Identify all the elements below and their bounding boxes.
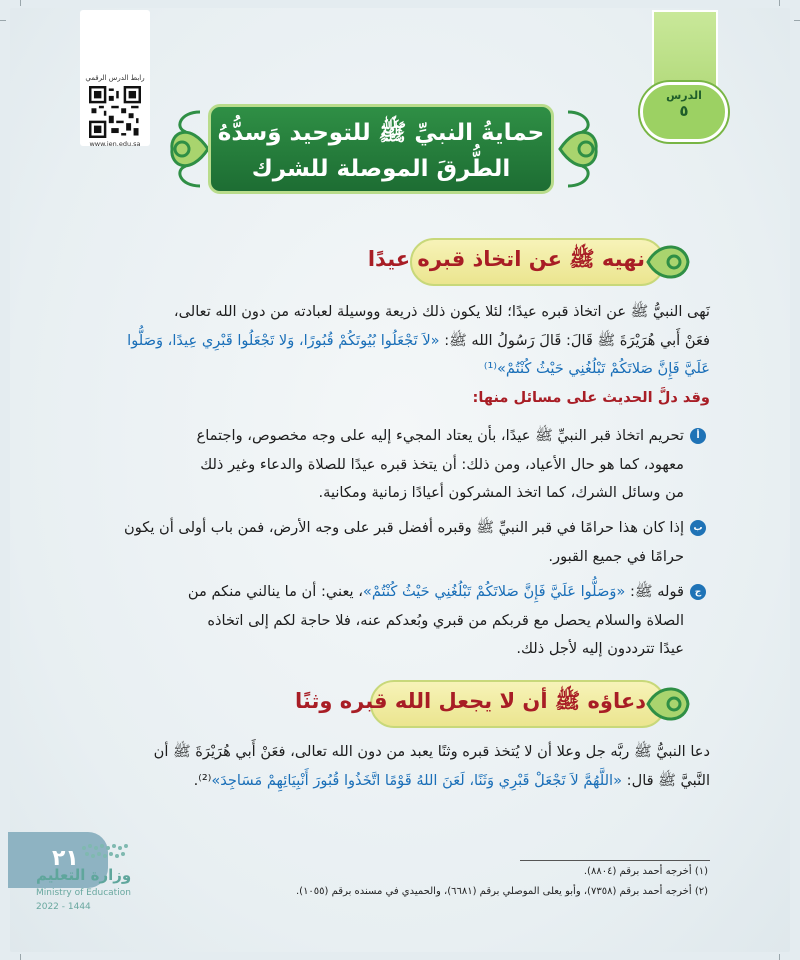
lesson-badge <box>640 82 728 142</box>
qr-panel[interactable] <box>80 10 150 146</box>
hadith-quote: «اللَّهُمَّ لاَ تَجْعَلْ قَبْرِي وَثَنًا، لَعَنَ اللهُ قَوْمًا اتَّخَذُوا قُبُورَ أَنْبِيَائِهِمْ مَسَاجِدَ» <box>211 771 623 789</box>
point-marker-b: ب <box>690 520 706 536</box>
point-text: قوله ﷺ: <box>625 583 684 600</box>
crop-mark <box>20 0 21 6</box>
point-line: معهود، كما هو حال الأعياد، ومن ذلك: أن يتخذ قبره عيدًا للصلاة والدعاء وغير ذلك <box>200 455 684 473</box>
section-ornament-icon <box>640 234 696 290</box>
title-line-2: الطُّرقَ الموصلة للشرك <box>251 156 511 182</box>
paragraph-line <box>100 767 710 796</box>
lesson-title-banner <box>208 104 554 194</box>
point-line: إذا كان هذا حرامًا في قبر النبيِّ ﷺ وقبره أفضل قبر على وجه الأرض، فمن باب أولى أن يكون <box>124 519 684 536</box>
paragraph-line <box>100 355 710 384</box>
section-2-paragraph <box>100 738 710 795</box>
section-ornament-icon <box>640 676 696 732</box>
point-text: ، يعني: أن ما ينالني منكم من <box>187 583 363 600</box>
footnote-divider <box>520 860 710 861</box>
point-line: الصلاة والسلام يحصل مع قربكم من قبري وبُعدكم عنه، فلا حاجة لكم إلى اتخاذه <box>207 611 684 629</box>
point-line: عيدًا تترددون إليه لأجل ذلك. <box>516 640 684 657</box>
point-marker-a: أ <box>690 428 706 444</box>
paragraph-line: دعا النبيُّ ﷺ ربَّه جل وعلا أن لا يُتخذ قبره وثنًا يعبد من دون الله تعالى، فعَنْ أَبي هُرَيْرَةَ ﷺ أن <box>153 743 710 760</box>
point-line: من وسائل الشرك، كما اتخذ المشركون أعيادًا زمانية ومكانية. <box>318 484 684 501</box>
paragraph-text: فعَنْ أَبي هُرَيْرَةَ ﷺ قَالَ: قَالَ رَسُولُ الله ﷺ: <box>439 331 710 349</box>
page-number: ٢١ <box>52 846 79 871</box>
section-1-title: نهيه ﷺ عن اتخاذ قبره عيدًا <box>367 247 645 271</box>
ministry-name-ar: وزارة التعليم <box>36 866 132 884</box>
footnote-1: (١) أخرجه أحمد برقم (٨٨٠٤). <box>583 866 708 877</box>
point-a <box>100 422 684 508</box>
hadith-quote: «وَصَلُّوا عَلَيَّ فَإِنَّ صَلاتَكُمْ تَبْلُغُنِي حَيْثُ كُنْتُمْ» <box>362 583 626 600</box>
paragraph-line <box>100 327 710 356</box>
section-2-header <box>295 680 666 728</box>
footnote-2: (٢) أخرجه أحمد برقم (٧٣٥٨)، وأبو يعلى الموصلي برقم (٦٦٨١)، والحميدي في مسنده برقم (١٠٥٥). <box>295 886 708 897</box>
qr-code-icon[interactable] <box>89 86 141 138</box>
paragraph-text: النَّبيَّ ﷺ قال: <box>622 771 710 789</box>
crop-mark <box>779 954 780 960</box>
paragraph-text: نَهى النبيُّ ﷺ عن اتخاذ قبره عيدًا؛ لئلا يكون ذلك ذريعة ووسيلة لعبادته من دون الله تعالى، <box>173 303 710 320</box>
section-2-title: دعاؤه ﷺ أن لا يجعل الله قبره وثنًا <box>295 689 646 713</box>
point-line <box>100 578 684 607</box>
right-ornament-icon <box>556 102 608 196</box>
section-1-header <box>367 238 665 286</box>
edition-year: 2022 - 1444 <box>36 902 91 912</box>
ministry-name-en: Ministry of Education <box>36 888 131 898</box>
crop-mark <box>0 20 6 21</box>
title-line-1: حمايةُ النبيِّ ﷺ للتوحيد وَسدُّهُ <box>217 120 545 146</box>
crop-mark <box>20 954 21 960</box>
point-line: حرامًا في جميع القبور. <box>548 547 684 565</box>
lesson-number: ٥ <box>679 102 689 120</box>
hadith-quote: «لاَ تَجْعَلُوا بُيُوتَكُمْ قُبُورًا، وَلا تَجْعَلُوا قَبْرِي عِيدًا، وَصَلُّوا <box>127 331 440 349</box>
crop-mark <box>794 20 800 21</box>
crop-mark <box>779 0 780 6</box>
paragraph-line <box>100 384 710 413</box>
footnote-ref: ⁽²⁾. <box>193 771 212 789</box>
point-b <box>100 514 684 571</box>
left-ornament-icon <box>160 102 212 196</box>
paragraph-line <box>100 298 710 327</box>
point-line: تحريم اتخاذ قبر النبيِّ ﷺ عيدًا، بأن يعتاد المجيء إليه على وجه مخصوص، واجتماع <box>196 427 684 444</box>
qr-url[interactable]: www.ien.edu.sa <box>89 140 141 148</box>
section-1-paragraph <box>100 298 710 412</box>
point-c <box>100 578 684 664</box>
hadith-quote: عَلَيَّ فَإِنَّ صَلاتَكُمْ تَبْلُغُنِي حَيْثُ كُنْتُمْ»⁽¹⁾ <box>483 360 710 377</box>
lesson-label: الدرس <box>666 89 702 102</box>
qr-label: رابط الدرس الرقمي <box>85 74 145 82</box>
points-intro: وقد دلَّ الحديث على مسائل منها: <box>472 388 710 406</box>
ministry-logo-icon <box>22 830 132 940</box>
point-marker-c: ج <box>690 584 706 600</box>
